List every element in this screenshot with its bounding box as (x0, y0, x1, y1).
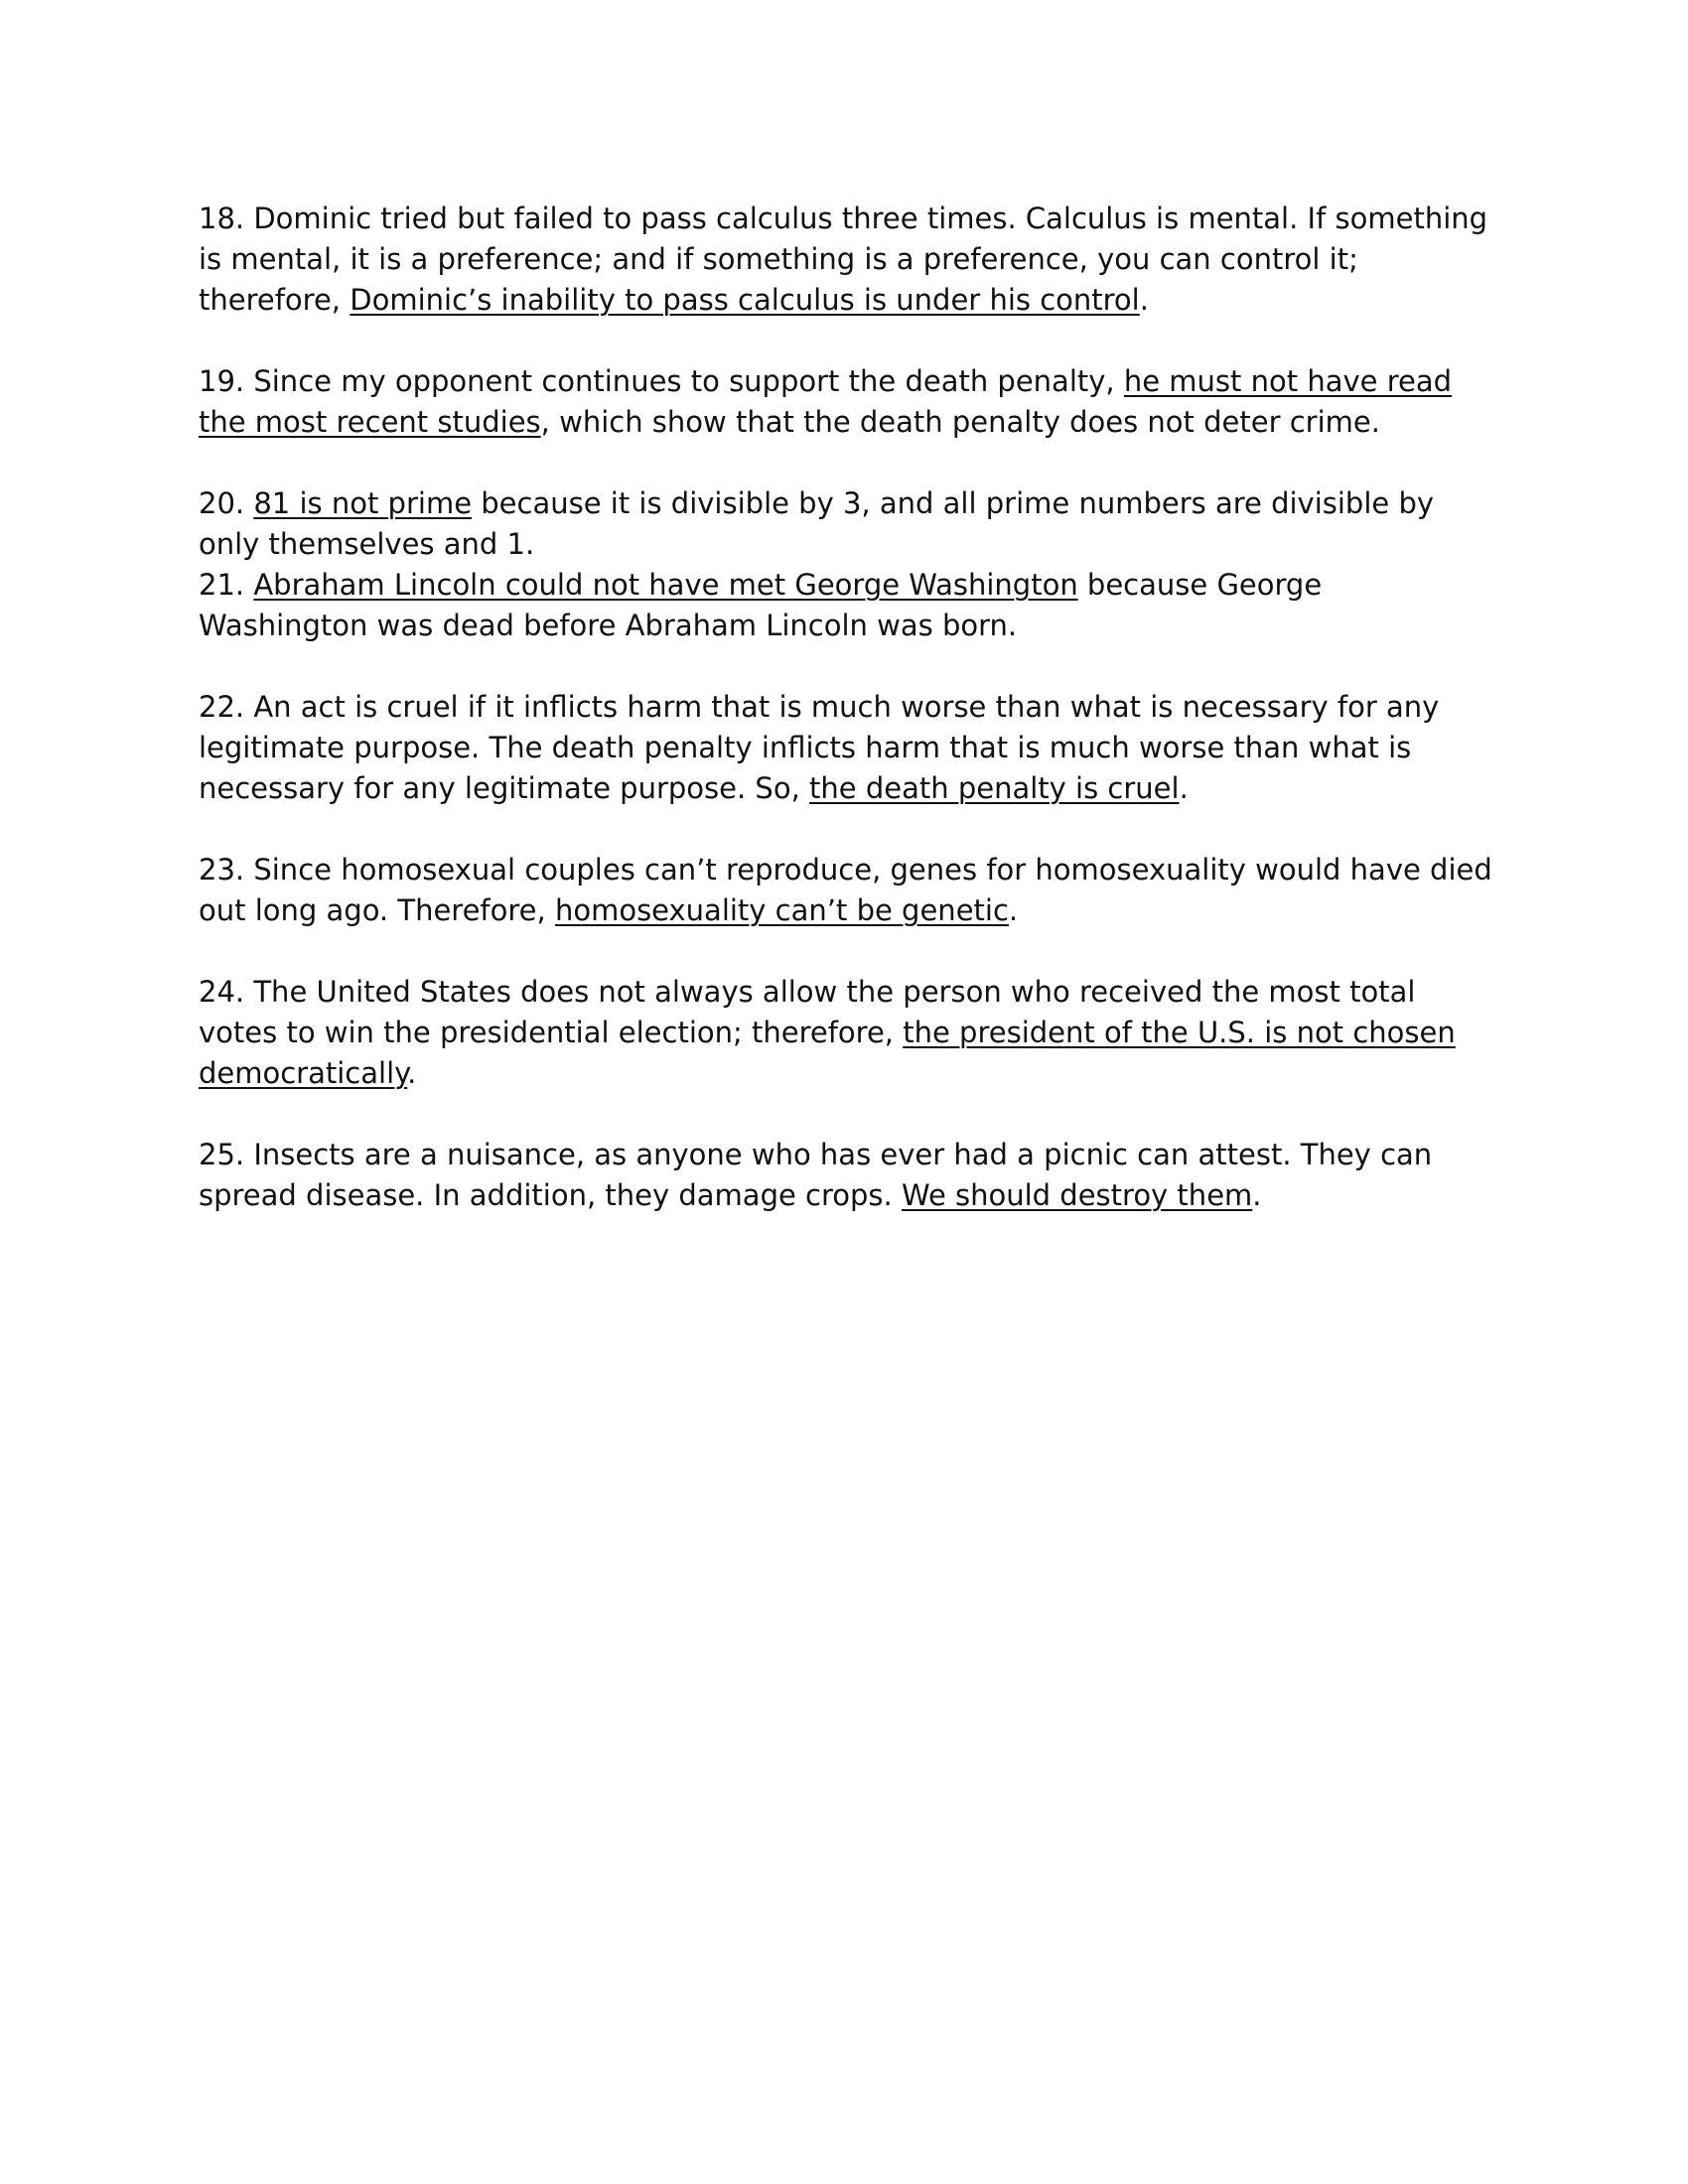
item-22 (199, 687, 1499, 809)
conclusion-underlined: Dominic’s inability to pass calculus is under his control (350, 283, 1140, 317)
item-number: 24. (199, 975, 245, 1009)
item-number: 25. (199, 1138, 245, 1171)
item-number: 23. (199, 853, 245, 887)
item-number: 22. (199, 690, 245, 724)
item-text (244, 568, 253, 602)
item-21 (199, 565, 1499, 646)
item-number: 21. (199, 568, 245, 602)
conclusion-underlined: the death penalty is cruel (809, 771, 1180, 805)
item-text: Since my opponent continues to support the death penalty, (244, 364, 1124, 398)
conclusion-underlined: homosexuality can’t be genetic (554, 893, 1009, 927)
item-text: Since homosexual couples can’t reproduce, genes for homosexuality would have died out long ago. Therefore, (199, 853, 1492, 927)
item-number: 18. (199, 202, 245, 235)
item-text: . (1139, 283, 1149, 317)
conclusion-underlined: he must not have read the most recent studies (199, 364, 1453, 439)
item-24 (199, 972, 1499, 1094)
item-text: , which show that the death penalty does not deter crime. (540, 405, 1380, 439)
item-23 (199, 850, 1499, 931)
item-text: because George Washington was dead before Abraham Lincoln was born. (199, 568, 1323, 642)
item-25 (199, 1135, 1499, 1216)
item-19 (199, 361, 1499, 443)
item-number: 19. (199, 364, 245, 398)
conclusion-underlined: the president of the U.S. is not chosen democratically (199, 1016, 1456, 1090)
item-text: . (407, 1056, 417, 1090)
item-18 (199, 199, 1499, 321)
item-text: because it is divisible by 3, and all prime numbers are divisible by only themselves and 1. (199, 486, 1435, 561)
item-20 (199, 483, 1499, 565)
conclusion-underlined: Abraham Lincoln could not have met George Washington (253, 568, 1078, 602)
conclusion-underlined: We should destroy them (901, 1178, 1253, 1212)
item-text: . (1179, 771, 1189, 805)
document-body (199, 199, 1499, 1216)
conclusion-underlined: 81 is not prime (253, 486, 473, 520)
item-text: Dominic tried but failed to pass calculus three times. Calculus is mental. If something is mental, it is a preference; and if something is a preference, you can control it; therefore, (199, 202, 1488, 317)
item-text: . (1008, 893, 1019, 927)
item-text: The United States does not always allow the person who received the most total votes to win the presidential election; therefore, (199, 975, 1416, 1049)
item-text: An act is cruel if it inflicts harm that is much worse than what is necessary for any legitimate purpose. The death penalty inflicts harm that is much worse than what is necessary for any legitimate purpose. So, (199, 690, 1440, 805)
item-text: . (1252, 1178, 1262, 1212)
item-number: 20. (199, 486, 245, 520)
item-text: Insects are a nuisance, as anyone who has ever had a picnic can attest. They can spread disease. In addition, they damage crops. (199, 1138, 1433, 1212)
item-text (244, 486, 253, 520)
